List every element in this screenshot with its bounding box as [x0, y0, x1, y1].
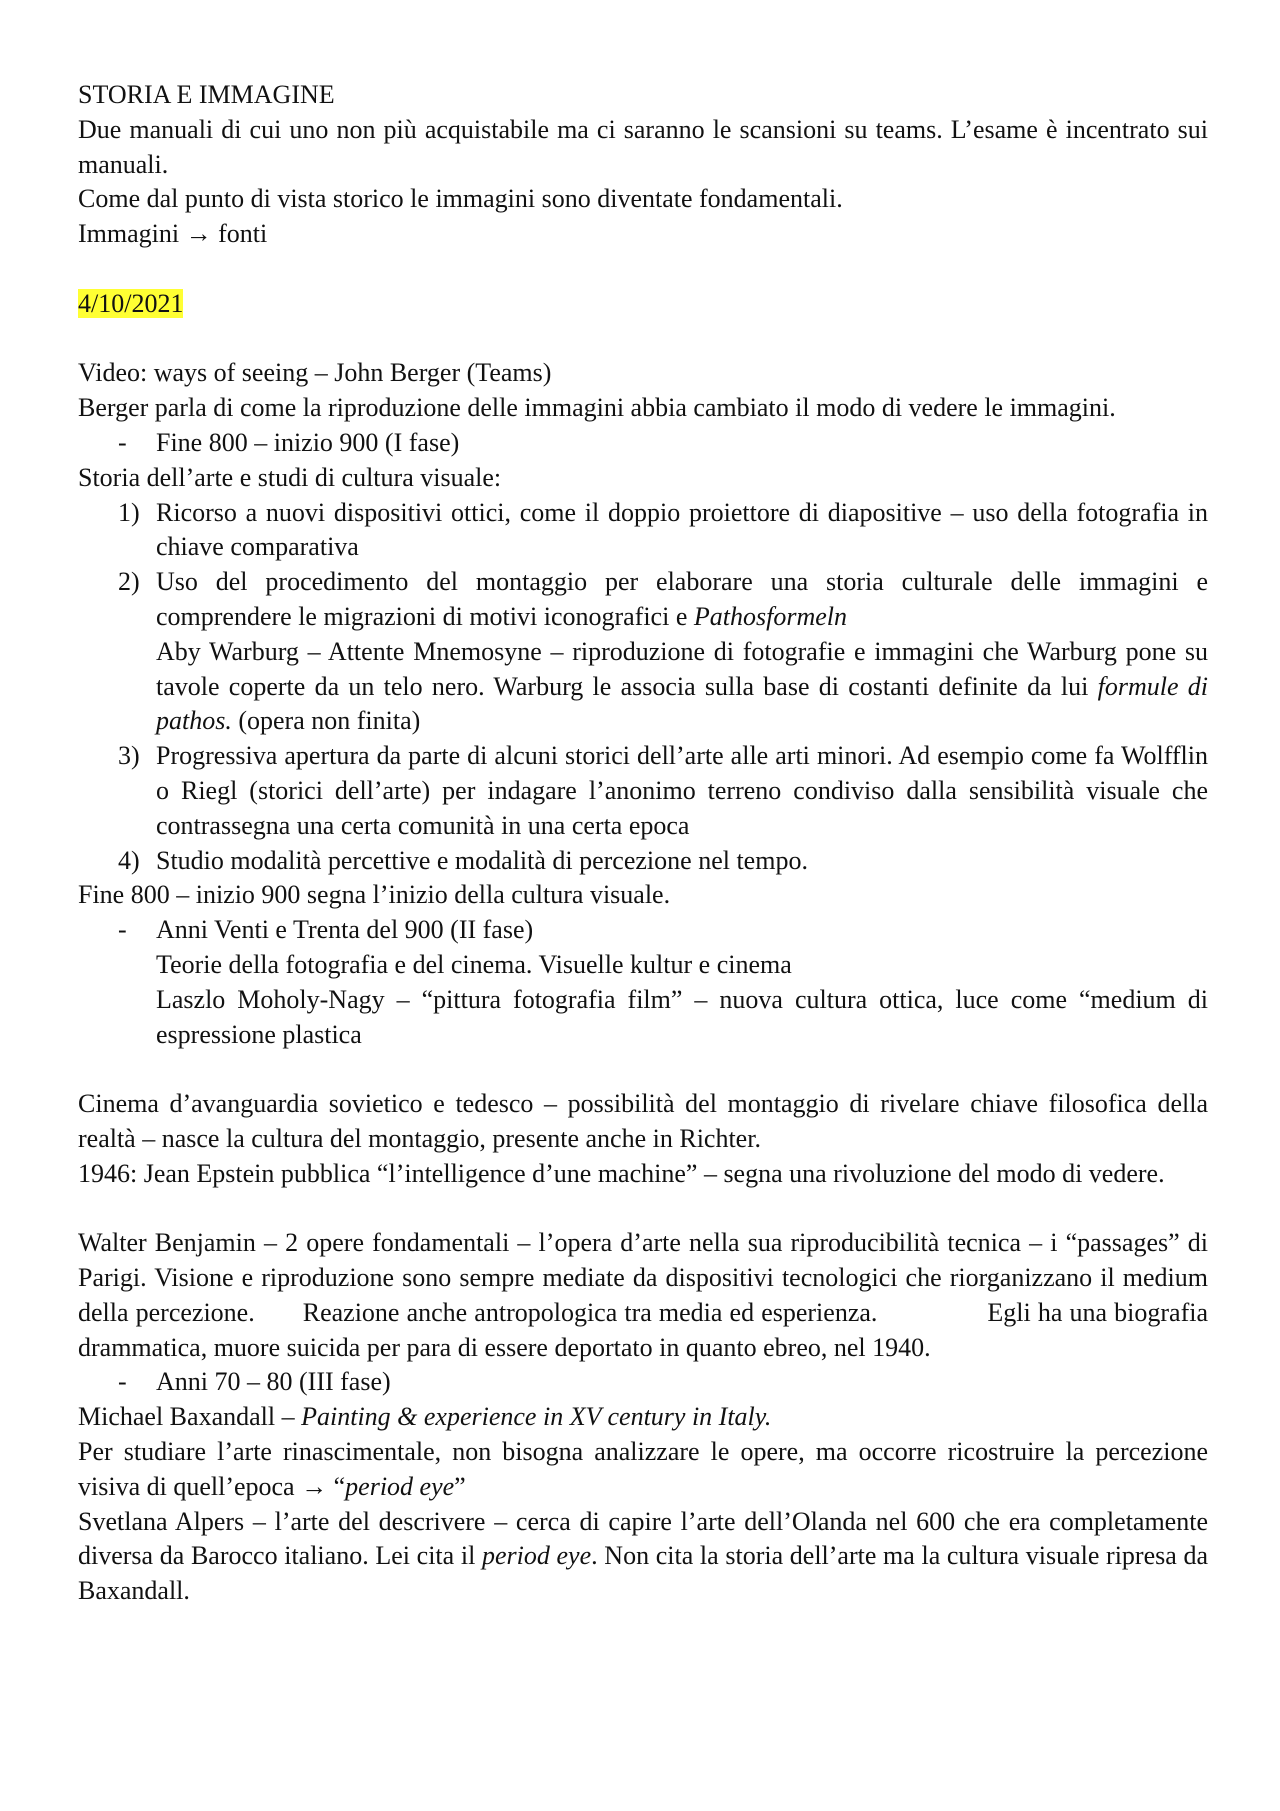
document-title: STORIA E IMMAGINE	[78, 80, 335, 109]
epstein-paragraph: 1946: Jean Epstein pubblica “l’intelligence d’une machine” – segna una rivoluzione del modo di vedere.	[78, 1158, 1165, 1188]
intro-paragraph-1: Due manuali di cui uno non più acquistabile ma ci saranno le scansioni su teams. L’esame è incentrato sui manuali.	[78, 114, 1208, 179]
dash-marker: -	[118, 915, 127, 945]
benjamin-paragraph	[78, 1226, 1208, 1365]
immagini-word: Immagini	[78, 219, 180, 249]
blank-line	[78, 322, 1208, 357]
phase-3-list	[78, 1365, 1208, 1400]
intro-paragraph-2: Come dal punto di vista storico le immagini sono diventate fondamentali.	[78, 184, 843, 214]
blank-line	[78, 1192, 1208, 1227]
period-text-a: Per studiare l’arte rinascimentale, non bisogna analizzare le opere, ma occorre ricostruire la percezione visiva di quell’epoca	[78, 1437, 1208, 1501]
alpers-text-b: . Non cita la storia dell’arte ma la cultura visuale ripresa da Baxandall.	[78, 1541, 1208, 1606]
pathosformeln-term: Pathosformeln	[693, 601, 847, 631]
phase-1-list	[78, 426, 1208, 461]
blank-line	[78, 1052, 1208, 1087]
numbered-item-text: Ricorso a nuovi dispositivi ottici, come il doppio proiettore di diapositive – uso della fotografia in chiave comparativa	[156, 497, 1208, 562]
berger-paragraph: Berger parla di come la riproduzione delle immagini abbia cambiato il modo di vedere le immagini.	[78, 393, 1116, 423]
fonti-word: fonti	[218, 219, 268, 249]
formule-di-pathos-term: formule di pathos.	[156, 671, 1208, 736]
benjamin-text-b: Reazione anche antropologica tra media ed esperienza.	[302, 1297, 878, 1327]
warburg-text: Aby Warburg – Attente Mnemosyne – riproduzione di fotografie e immagini che Warburg pone su tavole coperte da un telo nero. Warburg le associa sulla base di costanti definite da lui	[156, 636, 1208, 701]
phase-1-item	[78, 426, 1208, 461]
period-eye-term: period eye	[345, 1471, 455, 1501]
period-eye-paragraph	[78, 1435, 1208, 1505]
highlighted-date: 4/10/2021	[78, 288, 184, 318]
baxandall-book-title: Painting & experience in XV century in Italy.	[301, 1402, 772, 1432]
phase-2-list	[78, 913, 1208, 1052]
storia-line: Storia dell’arte e studi di cultura visuale:	[78, 462, 502, 492]
phase-3-text: Anni 70 – 80 (III fase)	[156, 1367, 391, 1397]
number-marker: 4)	[118, 845, 140, 875]
phase-2-text: Anni Venti e Trenta del 900 (II fase)	[156, 915, 534, 945]
numbered-item-text: Studio modalità percettive e modalità di percezione nel tempo.	[156, 845, 808, 875]
number-marker: 2)	[118, 567, 140, 597]
numbered-list	[78, 496, 1208, 879]
numbered-item-text: Uso del procedimento del montaggio per elaborare una storia culturale delle immagini e comprendere le migrazioni di motivi iconografici e	[156, 567, 1208, 631]
numbered-item-2	[78, 565, 1208, 739]
phase-3-item	[78, 1365, 1208, 1400]
phase-1-text: Fine 800 – inizio 900 (I fase)	[156, 427, 460, 457]
warburg-paragraph	[156, 635, 1208, 739]
date-line	[78, 287, 1208, 322]
video-line: Video: ways of seeing – John Berger (Teams)	[78, 358, 552, 388]
dash-marker: -	[118, 1367, 127, 1397]
benjamin-text-a: Walter Benjamin – 2 opere fondamentali – l’opera d’arte nella sua riproducibilità tecnica – i “passages” di Parigi. Visione e riproduzione sono sempre mediate da dispositivi tecnologici che riorganizzano il medium della percezione.	[78, 1228, 1208, 1327]
phase-2-sub-1: Teorie della fotografia e del cinema. Visuelle kultur e cinema	[156, 949, 792, 979]
phase-2-sub-2: Laszlo Moholy-Nagy – “pittura fotografia film” – nuova cultura ottica, luce come “medium di espressione plastica	[156, 984, 1208, 1049]
numbered-item-text: Progressiva apertura da parte di alcuni storici dell’arte alle arti minori. Ad esempio come fa Wolfflin o Riegl (storici dell’arte) per indagare l’anonimo terreno condiviso dalla sensibilità visuale che contrassegna una certa comunità in una certa epoca	[156, 741, 1208, 840]
blank-line	[78, 252, 1208, 287]
fine-line: Fine 800 – inizio 900 segna l’inizio della cultura visuale.	[78, 880, 671, 910]
document-page	[78, 78, 1208, 1609]
arrow-right-icon: →	[185, 219, 212, 249]
alpers-text-a: Svetlana Alpers – l’arte del descrivere – cerca di capire l’arte dell’Olanda nel 600 che era completamente diversa da Barocco italiano. Lei cita il	[78, 1506, 1208, 1571]
number-marker: 1)	[118, 497, 140, 527]
numbered-item-3	[78, 739, 1208, 843]
period-eye-term: period eye	[481, 1541, 592, 1571]
period-quote-open: “	[327, 1471, 346, 1501]
phase-2-item	[78, 913, 1208, 1052]
baxandall-line	[78, 1400, 1208, 1435]
benjamin-text-c: Egli ha una biografia drammatica, muore suicida per para di essere deportato in quanto ebreo, nel 1940.	[78, 1297, 1209, 1362]
alpers-paragraph	[78, 1505, 1208, 1609]
dash-marker: -	[118, 427, 127, 457]
period-quote-close: ”	[454, 1471, 466, 1501]
immagini-fonti-line	[78, 217, 1208, 252]
baxandall-author: Michael Baxandall –	[78, 1402, 302, 1432]
cinema-paragraph: Cinema d’avanguardia sovietico e tedesco – possibilità del montaggio di rivelare chiave filosofica della realtà – nasce la cultura del montaggio, presente anche in Richter.	[78, 1089, 1208, 1153]
number-marker: 3)	[118, 741, 140, 771]
arrow-right-icon: →	[301, 1471, 328, 1501]
warburg-note: (opera non finita)	[231, 706, 421, 736]
numbered-item-1	[78, 496, 1208, 566]
numbered-item-4	[78, 844, 1208, 879]
